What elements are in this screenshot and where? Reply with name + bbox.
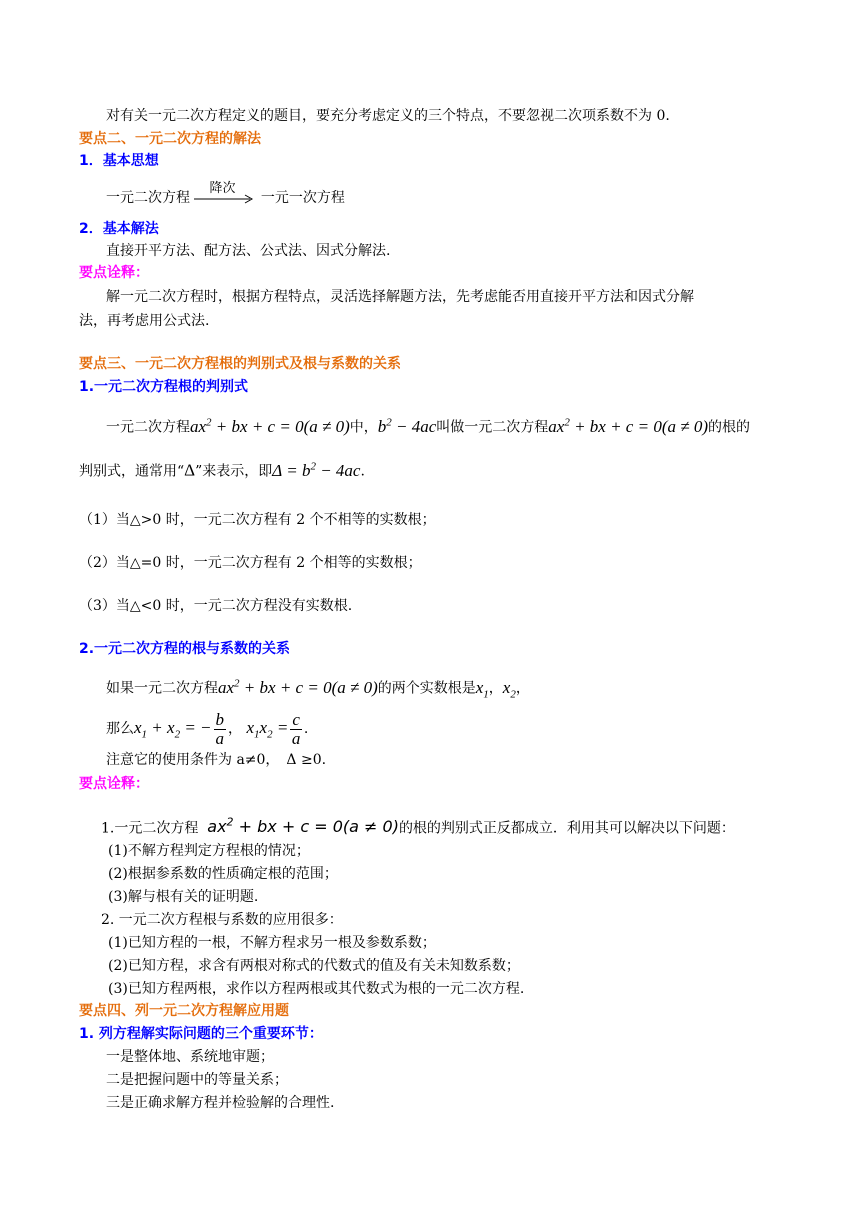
flow-arrow-label: 降次: [209, 181, 236, 196]
methods-list: 直接开平方法、配方法、公式法、因式分解法.: [106, 243, 391, 259]
discriminant-case-positive: （1）当△>0 时，一元二次方程有 2 个不相等的实数根；: [79, 512, 436, 528]
quadratic-equation-formula: $ax^2$ + bx + c = 0(a ≠ 0): [548, 416, 708, 436]
step-3: 三是正确求解方程并检验解的合理性.: [106, 1095, 335, 1111]
basic-methods-heading: 2．基本解法: [79, 221, 159, 237]
step-1: 一是整体地、系统地审题；: [106, 1049, 274, 1065]
discriminant-heading: 1.一元二次方程根的判别式: [79, 379, 249, 395]
section-2-title: 要点二、一元二次方程的解法: [79, 131, 261, 147]
discriminant-case-negative: （3）当△<0 时，一元二次方程没有实数根.: [79, 598, 353, 614]
flow-left-label: 一元二次方程: [106, 190, 190, 206]
discriminant-paragraph-line-2: 判别式，通常用“Δ”来表示，即$\Delta = b^2 - 4ac$.: [79, 460, 365, 480]
vieta-heading: 2.一元二次方程的根与系数的关系: [79, 641, 291, 657]
basic-idea-heading: 1．基本思想: [79, 153, 159, 169]
section-2-note-title: 要点诠释：: [79, 265, 149, 281]
vieta-line-2: 那么$x_1 + x_2$ = − $\frac{b}{a}$ ， $x_1x_2$ = $\frac{c}{a}$ .: [106, 709, 309, 748]
note-2-item-1: (1)已知方程的一根，不解方程求另一根及参数系数；: [108, 935, 436, 951]
note-2-item-2: (2)已知方程，求含有两根对称式的代数式的值及有关未知数系数；: [108, 958, 520, 974]
section-3-note-title: 要点诠释：: [79, 776, 149, 792]
product-of-roots-formula: $x_1x_2$ =: [246, 718, 289, 741]
usage-condition: 注意它的使用条件为 a≠0， Δ ≥0.: [106, 752, 327, 768]
note-2-item-3: (3)已知方程两根，求作以方程两根或其代数式为根的一元二次方程.: [108, 981, 525, 997]
delta-definition-formula: $\Delta = b^2 - 4ac$: [272, 460, 361, 480]
reduce-degree-arrow: [194, 181, 256, 207]
three-steps-heading: 1. 列方程解实际问题的三个重要环节：: [79, 1026, 323, 1042]
quadratic-equation-formula: $ax^2$ + bx + c = 0(a ≠ 0): [190, 416, 350, 436]
section-4-title: 要点四、列一元二次方程解应用题: [79, 1003, 289, 1019]
note-1-item-1: (1)不解方程判定方程根的情况；: [108, 843, 310, 859]
note-1-item-3: (3)解与根有关的证明题.: [108, 889, 259, 905]
section-2-note-line-2: 法，再考虑用公式法.: [79, 313, 210, 329]
discriminant-case-zero: （2）当△=0 时，一元二次方程有 2 个相等的实数根；: [79, 555, 422, 571]
flow-right-label: 一元一次方程: [260, 190, 345, 206]
section-2-note-line-1: 解一元二次方程时，根据方程特点，灵活选择解题方法，先考虑能否用直接开平方法和因式分解: [106, 289, 694, 305]
step-2: 二是把握问题中的等量关系；: [106, 1072, 288, 1088]
section-3-title: 要点三、一元二次方程根的判别式及根与系数的关系: [79, 356, 401, 372]
discriminant-paragraph-line-1: 一元二次方程$ax^2$ + bx + c = 0(a ≠ 0)中，$b^2 - 4ac$叫做一元二次方程$ax^2$ + bx + c = 0(a ≠ 0)的根的: [106, 416, 750, 436]
reduction-flow: [106, 181, 345, 207]
intro-line: 对有关一元二次方程定义的题目，要充分考虑定义的三个特点，不要忽视二次项系数不为 0.: [106, 108, 670, 124]
note-1-line: 1.一元二次方程 $ax^2$ + bx + c = 0(a ≠ 0)的根的判别式正反都成立．利用其可以解决以下问题：: [101, 816, 735, 837]
sum-of-roots-formula: $x_1 + x_2$ = −: [134, 718, 212, 741]
vieta-line-1: 如果一元二次方程$ax^2$ + bx + c = 0(a ≠ 0)的两个实数根是$x_1$，$x_2$，: [106, 677, 530, 701]
discriminant-formula: $b^2 - 4ac$: [377, 416, 437, 436]
quadratic-equation-formula: $ax^2$ + bx + c = 0(a ≠ 0): [207, 816, 399, 837]
note-1-item-2: (2)根据参系数的性质确定根的范围；: [108, 866, 338, 882]
note-2-line: 2. 一元二次方程根与系数的应用很多：: [101, 912, 343, 928]
